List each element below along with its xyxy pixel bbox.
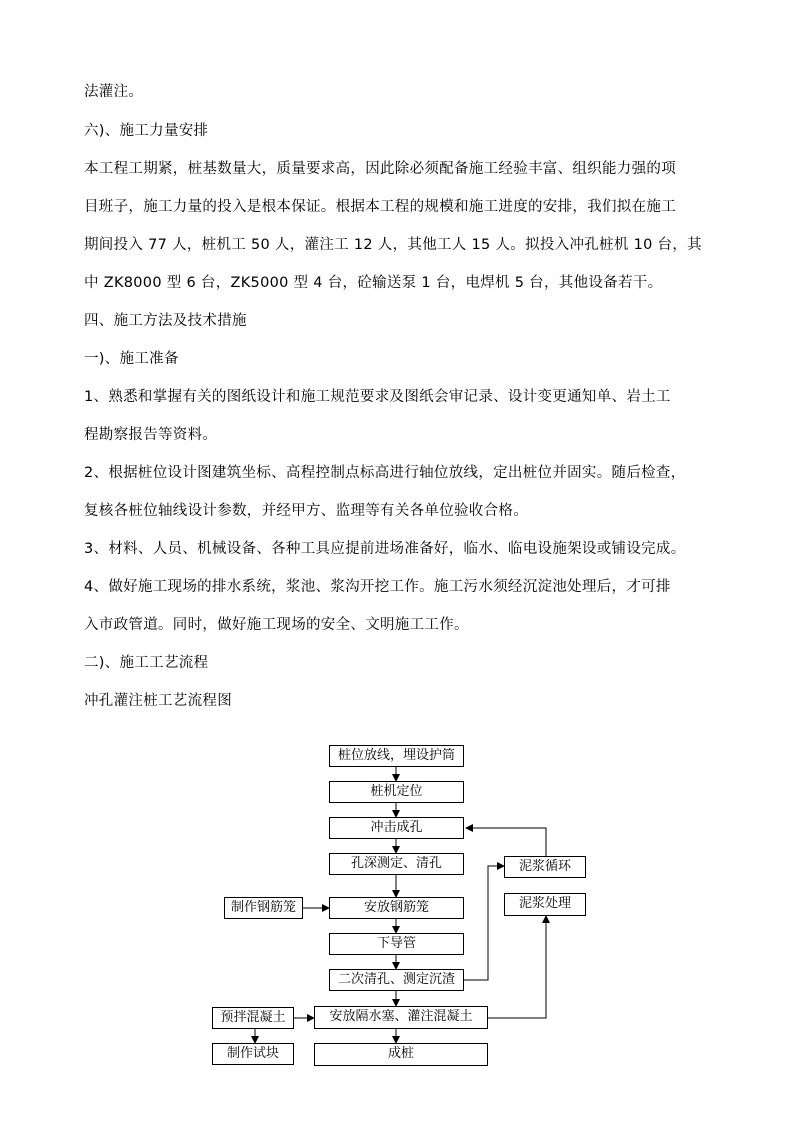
paragraph-line: 期间投入 77 人，桩机工 50 人，灌注工 12 人，其他工人 15 人。拟投入冲孔桩机 10 台，其 xyxy=(84,237,702,253)
flow-step-9: 成桩 xyxy=(314,1043,488,1066)
arrow-mud1-s3 xyxy=(466,828,546,856)
paragraph-line: 目班子，施工力量的投入是根本保证。根据本工程的规模和施工进度的安排，我们拟在施工 xyxy=(84,199,676,215)
flow-step-3: 冲击成孔 xyxy=(329,817,464,839)
flow-side-test-block: 制作试块 xyxy=(212,1043,294,1065)
paragraph-line: 2、根据桩位设计图建筑坐标、高程控制点标高进行轴位放线，定出桩位并固实。随后检查， xyxy=(84,465,686,481)
figure-caption: 冲孔灌注桩工艺流程图 xyxy=(84,693,232,709)
arrow-s7-mud1 xyxy=(463,866,504,980)
paragraph-line: 3、材料、人员、机械设备、各种工具应提前进场准备好，临水、临电设施架设或铺设完成。 xyxy=(84,541,686,557)
section-heading: 四、施工方法及技术措施 xyxy=(84,313,247,329)
section-heading: 一)、施工准备 xyxy=(84,351,179,367)
flow-mud-circulation: 泥浆循环 xyxy=(504,856,586,878)
flow-step-1: 桩位放线，埋设护筒 xyxy=(329,745,464,767)
paragraph-line: 中 ZK8000 型 6 台，ZK5000 型 4 台，砼输送泵 1 台，电焊机 5 台，其他设备若干。 xyxy=(84,275,663,291)
paragraph-line: 法灌注。 xyxy=(84,84,144,100)
arrow-s8-mud2 xyxy=(488,916,546,1018)
flow-step-5: 安放钢筋笼 xyxy=(329,897,464,919)
paragraph-line: 4、做好施工现场的排水系统，浆池、浆沟开挖工作。施工污水须经沉淀池处理后，才可排 xyxy=(84,579,671,595)
section-heading: 二)、施工工艺流程 xyxy=(84,655,209,671)
section-heading: 六)、施工力量安排 xyxy=(84,123,209,139)
flow-side-rebar-cage: 制作钢筋笼 xyxy=(224,897,303,919)
flow-step-2: 桩机定位 xyxy=(329,781,464,803)
paragraph-line: 本工程工期紧，桩基数量大，质量要求高，因此除必须配备施工经验丰富、组织能力强的项 xyxy=(84,161,676,177)
paragraph-line: 入市政管道。同时，做好施工现场的安全、文明施工工作。 xyxy=(84,617,469,633)
flow-step-6: 下导管 xyxy=(329,933,464,955)
flow-step-4: 孔深测定、清孔 xyxy=(329,853,464,875)
flow-step-7: 二次清孔、测定沉渣 xyxy=(329,969,464,991)
paragraph-line: 程勘察报告等资料。 xyxy=(84,427,218,443)
paragraph-line: 1、熟悉和掌握有关的图纸设计和施工规范要求及图纸会审记录、设计变更通知单、岩土工 xyxy=(84,389,671,405)
paragraph-line: 复核各桩位轴线设计参数，并经甲方、监理等有关各单位验收合格。 xyxy=(84,503,528,519)
flow-side-premix-concrete: 预拌混凝土 xyxy=(212,1007,294,1029)
flow-mud-treatment: 泥浆处理 xyxy=(504,893,586,916)
flow-step-8: 安放隔水塞、灌注混凝土 xyxy=(314,1006,488,1029)
